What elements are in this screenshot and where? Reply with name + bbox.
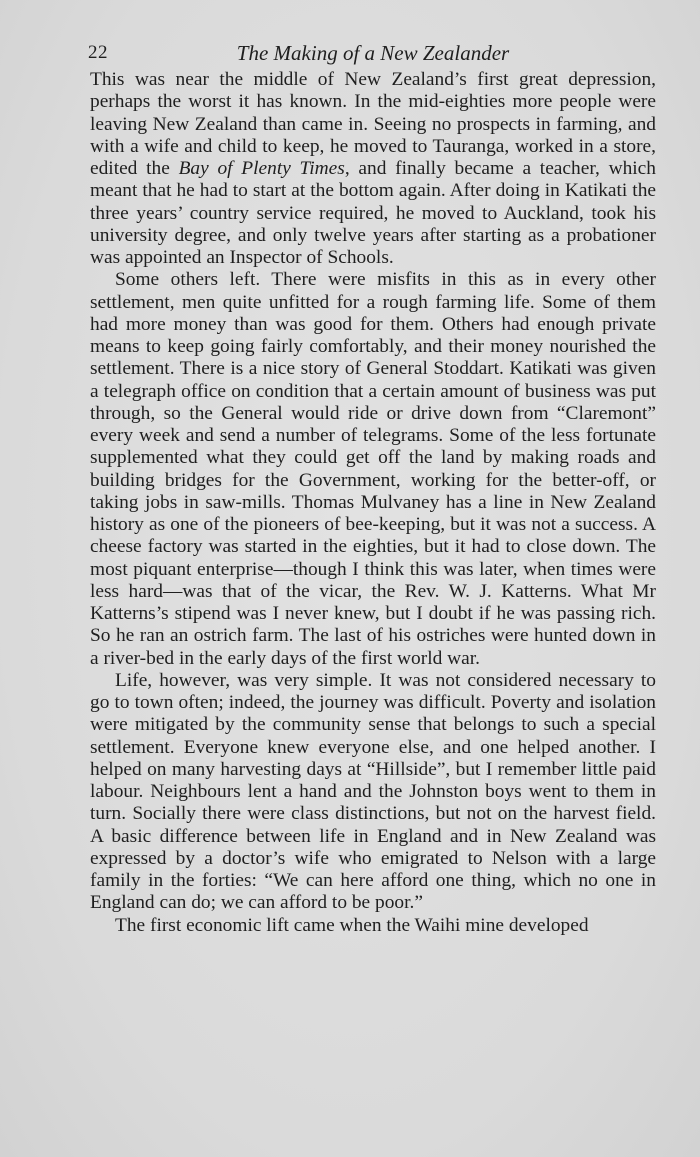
- newspaper-title: Bay of Plenty Times: [178, 158, 345, 179]
- paragraph-1: [90, 69, 656, 269]
- paragraph-4: The first economic lift came when the Waihi mine developed: [115, 914, 589, 936]
- page-number: 22: [88, 42, 108, 63]
- paragraph-3: Life, however, was very simple. It was not considered necessary to go to town often; indeed, the journey was difficult. Poverty and isolation were mitigated by the community sense that belongs to such a special settlement. Everyone knew everyone else, and one helped another. I helped on many harvesting days at “Hillside”, but I remember little paid labour. Neighbours lent a hand and the Johnston boys went to them in turn. Socially there were class distinctions, but not on the harvest field. A basic difference between life in England and in New Zealand was expressed by a doctor’s wife who emigrated to Nelson with a large family in the forties: “We can here afford one thing, which no one in England can do; we can afford to be poor.”: [90, 669, 656, 914]
- paragraph-2: Some others left. There were misfits in this as in every other settlement, men quite unfitted for a rough farming life. Some of them had more money than was good for them. Others had enough private means to keep going fairly comfortably, and their money nourished the settlement. There is a nice story of General Stoddart. Katikati was given a telegraph office on condition that a certain amount of business was put through, so the General would ride or drive down from “Claremont” every week and send a number of telegrams. Some of the less fortunate supplemented what they could get off the land by making roads and building bridges for the Government, working for the better-off, or taking jobs in saw-mills. Thomas Mulvaney has a line in New Zealand history as one of the pioneers of bee-keeping, but it was not a success. A cheese factory was started in the eighties, but it had to close down. The most piquant enterprise—though I think this was later, when times were less hard—was that of the vicar, the Rev. W. J. Katterns. What Mr Katterns’s stipend was I never knew, but I doubt if he was passing rich. So he ran an ostrich farm. The last of his ostriches were hunted down in a river-bed in the early days of the first world war.: [90, 269, 656, 669]
- paragraph-1-text-a: This was near the middle of New Zealand’s first great depression, perhaps the worst it has known. In the mid-eighties more people were leaving New Zealand than came in. Seeing no prospects in farming, and with a wife and child to keep, he moved to Tauranga, worked in a store, edited the: [90, 69, 656, 179]
- body-text: [90, 69, 656, 937]
- running-head: [88, 40, 658, 70]
- paragraph-1-text-b: , and finally became a teacher, which meant that he had to start at the bottom again. After doing in Katikati the three years’ country service required, he moved to Auckland, took his university degree, and only twelve years after starting as a probationer was appointed an Inspector of Schools.: [90, 158, 656, 268]
- running-title: The Making of a New Zealander: [236, 41, 510, 65]
